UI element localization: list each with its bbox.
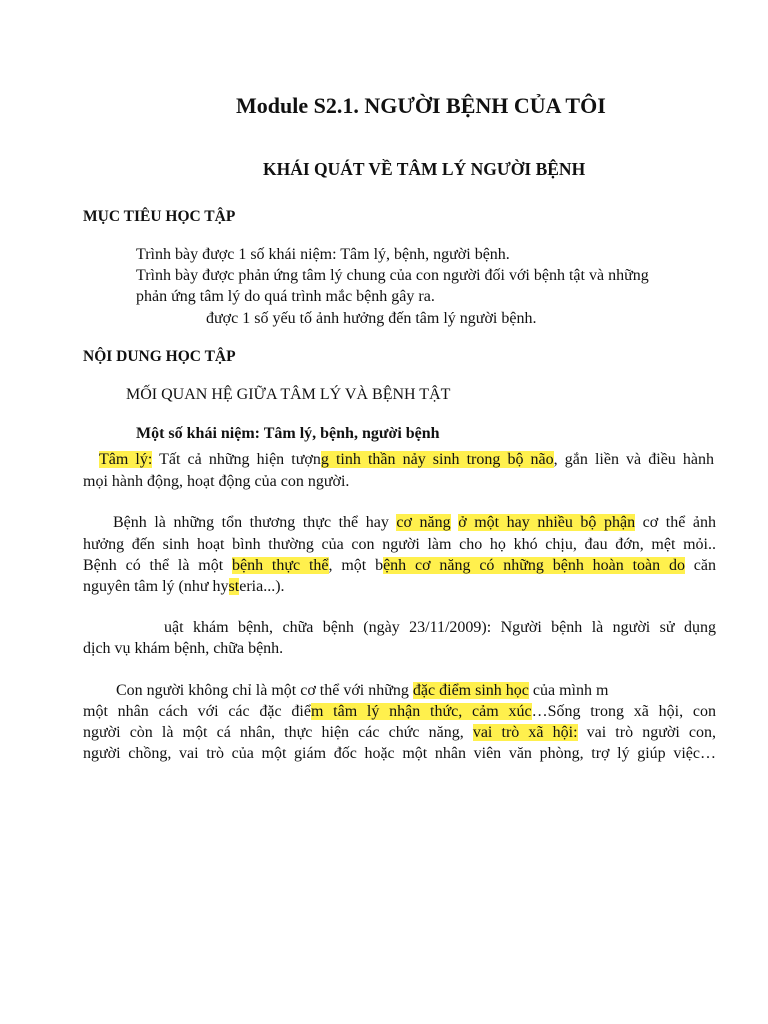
- highlight: Tâm lý:: [99, 451, 153, 468]
- paragraph-psychology-line-1: [99, 450, 714, 470]
- objectives-heading: MỤC TIÊU HỌC TẬP: [83, 208, 236, 225]
- text-run: của mình m: [528, 682, 609, 699]
- text-run: một nhân cách với các đặc điể: [83, 703, 311, 720]
- highlight: ệnh cơ năng có những bệnh hoàn toàn do: [383, 557, 685, 574]
- highlight: m tâm lý nhận thức, cảm xúc: [310, 703, 532, 720]
- objective-line-2: Trình bày được phản ứng tâm lý chung của con người đối với bệnh tật và những: [136, 267, 649, 284]
- text-run: cơ thể ảnh: [635, 514, 717, 531]
- highlight: đặc điểm sinh học: [412, 682, 529, 699]
- text-run: Tất cả những hiện tượn: [152, 451, 321, 468]
- text-run: Bệnh là những tổn thương thực thể hay: [113, 514, 397, 531]
- paragraph-patient-line-2: dịch vụ khám bệnh, chữa bệnh.: [83, 640, 284, 657]
- text-run: vai trò người con,: [577, 724, 717, 741]
- objective-line-3: phản ứng tâm lý do quá trình mắc bệnh gây ra.: [136, 288, 435, 305]
- paragraph-person-line-4: người chồng, vai trò của một giám đốc hoặc một nhân viên văn phòng, trợ lý giúp việc…: [83, 745, 716, 762]
- text-run: Con người không chỉ là một cơ thể với những: [116, 682, 413, 699]
- paragraph-person-line-2: [83, 702, 716, 722]
- highlight: bệnh thực thể: [232, 557, 329, 574]
- text-run: eria...).: [239, 578, 285, 595]
- paragraph-disease-line-4: [83, 577, 285, 597]
- content-heading: NỘI DUNG HỌC TẬP: [83, 348, 236, 365]
- highlight: st: [228, 578, 240, 595]
- paragraph-person-line-3: [83, 723, 716, 743]
- objective-line-1: Trình bày được 1 số khái niệm: Tâm lý, bệnh, người bệnh.: [136, 246, 510, 263]
- text-run: nguyên tâm lý (như hy: [83, 578, 229, 595]
- text-run: Bệnh có thể là một: [83, 557, 232, 574]
- text-run: , một b: [328, 557, 384, 574]
- paragraph-disease-line-2: hưởng đến sinh hoạt bình thường của con người làm cho họ khó chịu, đau đớn, mệt mỏi..: [83, 536, 716, 553]
- page-subtitle: KHÁI QUÁT VỀ TÂM LÝ NGƯỜI BỆNH: [263, 159, 586, 179]
- paragraph-person-line-1: [116, 681, 608, 701]
- paragraph-psychology-line-2: mọi hành động, hoạt động của con người.: [83, 473, 350, 490]
- text-run: , gắn liền và điều hành: [553, 451, 715, 468]
- text-run: căn: [684, 557, 717, 574]
- highlight: cơ năng: [396, 514, 451, 531]
- highlight: g tinh thần nảy sinh trong bộ não: [320, 451, 554, 468]
- text-run: người còn là một cá nhân, thực hiện các chức năng,: [83, 724, 473, 741]
- subsection-heading: Một số khái niệm: Tâm lý, bệnh, người bệnh: [136, 425, 440, 442]
- paragraph-disease-line-1: [113, 513, 716, 533]
- text-run: …Sống trong xã hội, con: [531, 703, 716, 720]
- section-heading: MỐI QUAN HỆ GIỮA TÂM LÝ VÀ BỆNH TẬT: [126, 386, 451, 403]
- objective-line-4: được 1 số yếu tố ảnh hưởng đến tâm lý người bệnh.: [206, 310, 537, 327]
- highlight: vai trò xã hội:: [472, 724, 578, 741]
- page-title: Module S2.1. NGƯỜI BỆNH CỦA TÔI: [236, 93, 606, 118]
- paragraph-patient-line-1: uật khám bệnh, chữa bệnh (ngày 23/11/2009): Người bệnh là người sử dụng: [164, 619, 716, 636]
- highlight: ở một hay nhiều bộ phận: [458, 514, 636, 531]
- paragraph-disease-line-3: [83, 556, 716, 576]
